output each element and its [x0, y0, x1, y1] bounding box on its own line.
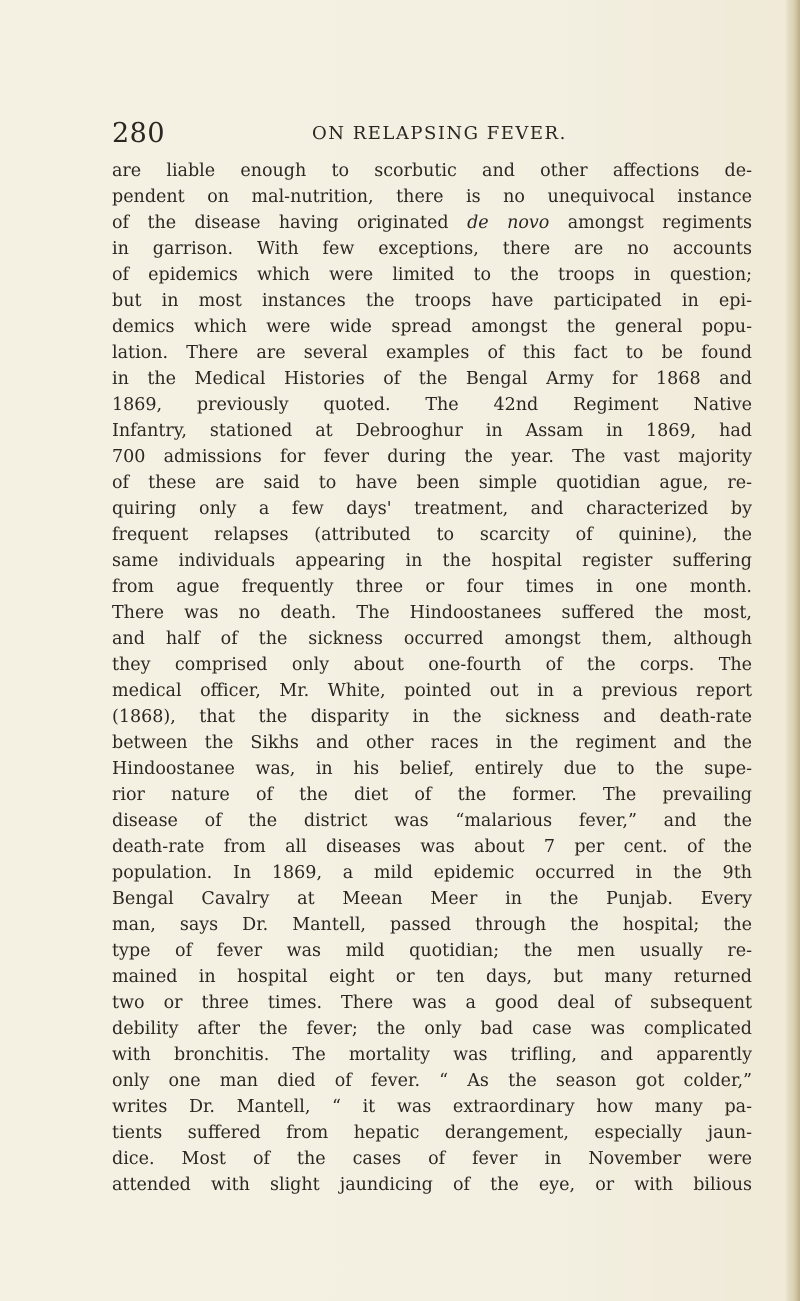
text-line: population. In 1869, a mild epidemic occurred in the 9th	[112, 863, 752, 883]
text-line: writes Dr. Mantell, “ it was extraordinary how many pa-	[112, 1097, 752, 1117]
text-line: Hindoostanee was, in his belief, entirely due to the supe-	[112, 759, 752, 779]
text-line: dice. Most of the cases of fever in November were	[112, 1149, 752, 1169]
text-line: and half of the sickness occurred amongst them, although	[112, 629, 752, 649]
text-line: 700 admissions for fever during the year. The vast majority	[112, 447, 752, 467]
text-line: debility after the fever; the only bad case was complicated	[112, 1019, 752, 1039]
text-line: tients suffered from hepatic derangement, especially jaun-	[112, 1123, 752, 1143]
text-line: medical officer, Mr. White, pointed out in a previous report	[112, 681, 752, 701]
text-line: in the Medical Histories of the Bengal Army for 1868 and	[112, 369, 752, 389]
text-line: mained in hospital eight or ten days, but many returned	[112, 967, 752, 987]
text-line: only one man died of fever. “ As the season got colder,”	[112, 1071, 752, 1091]
text-line: they comprised only about one-fourth of the corps. The	[112, 655, 752, 675]
text-line: There was no death. The Hindoostanees suffered the most,	[112, 603, 752, 623]
page-header	[112, 118, 752, 148]
text-line: rior nature of the diet of the former. The prevailing	[112, 785, 752, 805]
text-line: Bengal Cavalry at Meean Meer in the Punjab. Every	[112, 889, 752, 909]
text-line: frequent relapses (attributed to scarcity of quinine), the	[112, 525, 752, 545]
text-line: two or three times. There was a good deal of subsequent	[112, 993, 752, 1013]
text-line: with bronchitis. The mortality was trifling, and apparently	[112, 1045, 752, 1065]
running-head: ON RELAPSING FEVER.	[312, 123, 567, 144]
text-line: 1869, previously quoted. The 42nd Regiment Native	[112, 395, 752, 415]
text-line: are liable enough to scorbutic and other affections de-	[112, 161, 752, 181]
text-line: quiring only a few days' treatment, and characterized by	[112, 499, 752, 519]
text-line: demics which were wide spread amongst the general popu-	[112, 317, 752, 337]
text-line: from ague frequently three or four times in one month.	[112, 577, 752, 597]
text-line: pendent on mal-nutrition, there is no unequivocal instance	[112, 187, 752, 207]
text-line: in garrison. With few exceptions, there are no accounts	[112, 239, 752, 259]
page-edge-shadow	[786, 0, 800, 1301]
text-line: man, says Dr. Mantell, passed through the hospital; the	[112, 915, 752, 935]
text-line: of the disease having originated de novo amongst regiments	[112, 213, 752, 233]
text-line: but in most instances the troops have participated in epi-	[112, 291, 752, 311]
text-line: same individuals appearing in the hospital register suffering	[112, 551, 752, 571]
text-line: between the Sikhs and other races in the regiment and the	[112, 733, 752, 753]
italic-phrase: de novo	[467, 213, 550, 233]
text-line: attended with slight jaundicing of the eye, or with bilious	[112, 1175, 752, 1195]
text-line: type of fever was mild quotidian; the men usually re-	[112, 941, 752, 961]
text-line: of these are said to have been simple quotidian ague, re-	[112, 473, 752, 493]
text-line: (1868), that the disparity in the sickness and death-rate	[112, 707, 752, 727]
text-line: disease of the district was “malarious fever,” and the	[112, 811, 752, 831]
text-line: Infantry, stationed at Debrooghur in Assam in 1869, had	[112, 421, 752, 441]
text-line: of epidemics which were limited to the troops in question;	[112, 265, 752, 285]
page-number: 280	[112, 118, 166, 149]
text-line: lation. There are several examples of this fact to be found	[112, 343, 752, 363]
body-text	[112, 158, 752, 1198]
text-line: death-rate from all diseases was about 7 per cent. of the	[112, 837, 752, 857]
